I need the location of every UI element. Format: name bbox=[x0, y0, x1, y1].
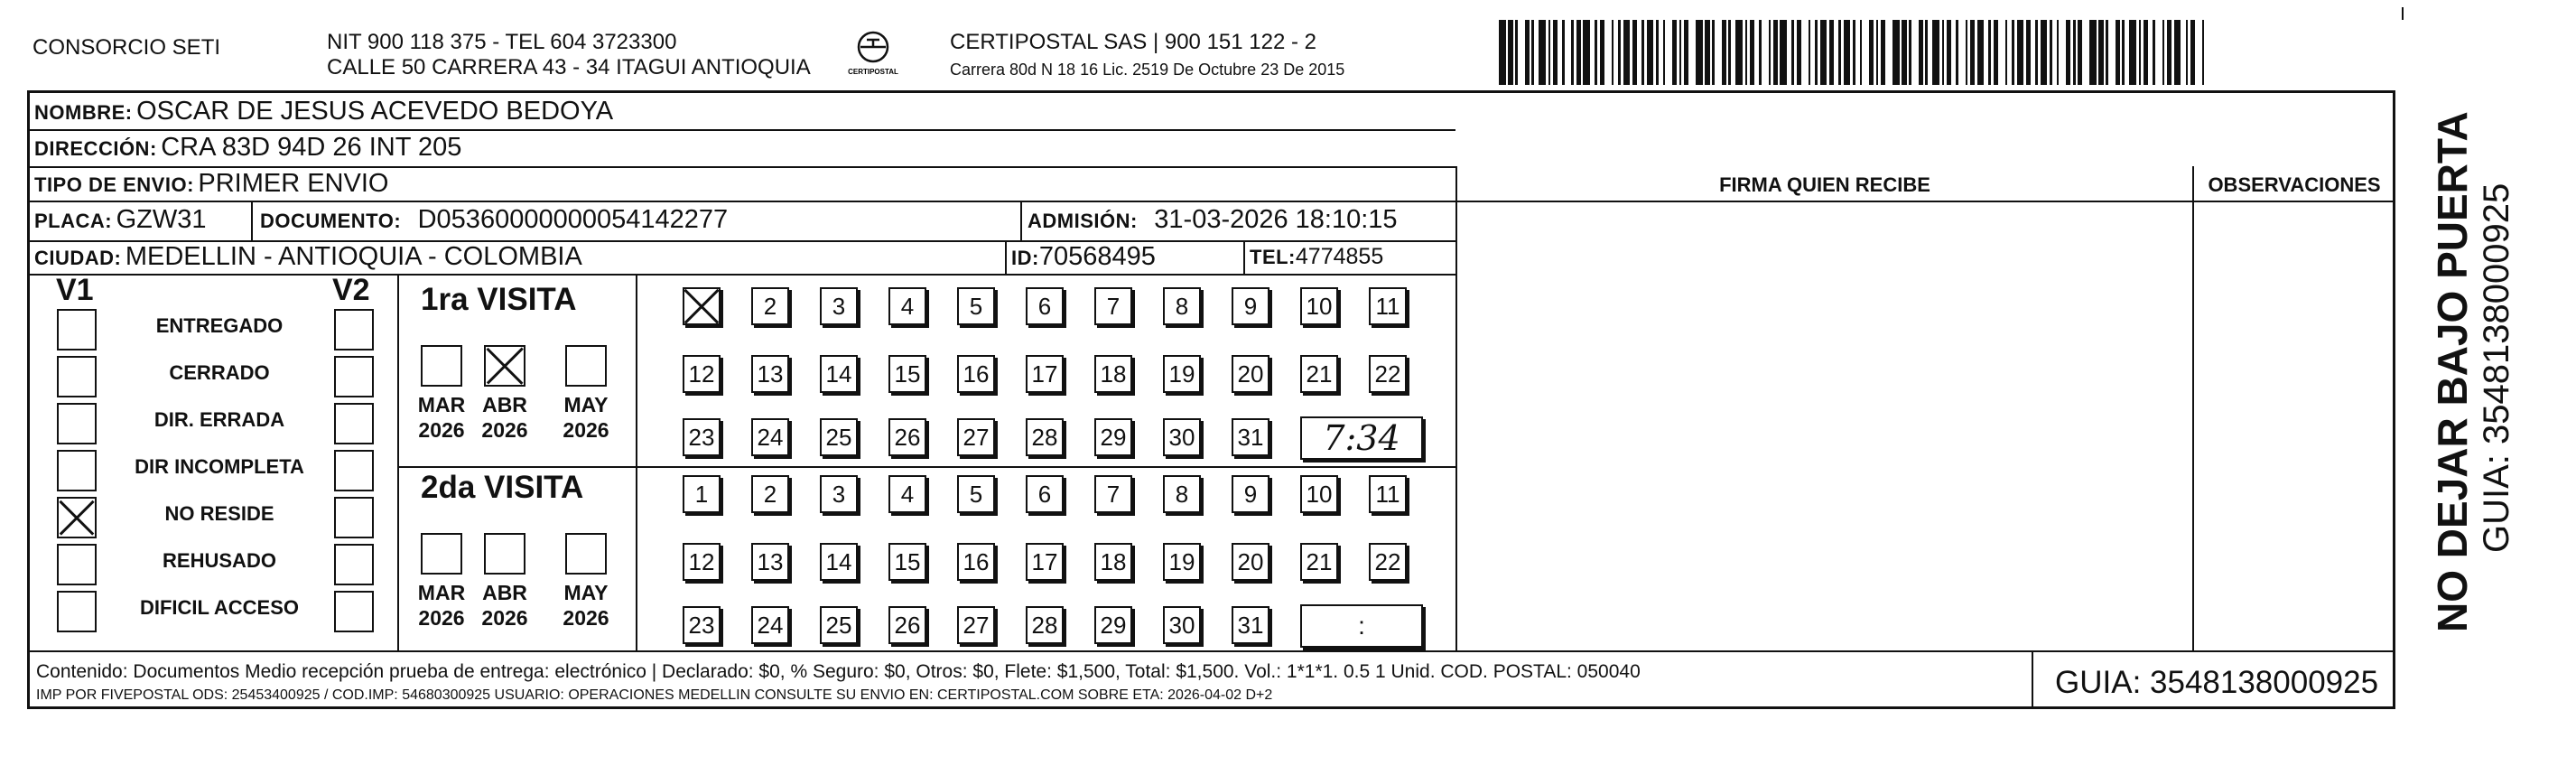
barcode-bar bbox=[1885, 20, 1892, 85]
visit-title: 1ra VISITA bbox=[421, 282, 577, 317]
barcode-bar bbox=[1780, 20, 1787, 85]
day-box[interactable]: 3 bbox=[820, 475, 858, 513]
no-dejar-bajo-puerta: NO DEJAR BAJO PUERTA bbox=[2429, 111, 2476, 632]
day-box[interactable]: 8 bbox=[1163, 287, 1201, 325]
day-box[interactable]: 7 bbox=[1094, 287, 1132, 325]
barcode-bar bbox=[1958, 20, 1966, 85]
logo-text: CERTIPOSTAL bbox=[848, 68, 898, 76]
id-label: ID: bbox=[1011, 247, 1039, 269]
day-box[interactable]: 29 bbox=[1094, 606, 1132, 644]
barcode-bar bbox=[1647, 20, 1654, 85]
divider bbox=[1005, 240, 1007, 274]
month-year: 2026 bbox=[481, 606, 528, 630]
day-box[interactable]: 19 bbox=[1163, 355, 1201, 393]
month-checkbox[interactable] bbox=[565, 533, 607, 575]
barcode-bar bbox=[2059, 20, 2066, 85]
time-box[interactable]: 7:34 bbox=[1300, 416, 1423, 460]
day-box[interactable]: 26 bbox=[888, 606, 926, 644]
certipostal-logo bbox=[848, 27, 898, 81]
day-box[interactable]: 2 bbox=[751, 287, 789, 325]
v1-checkbox[interactable] bbox=[57, 450, 97, 491]
barcode-bar bbox=[1696, 20, 1703, 85]
month-name: ABR bbox=[482, 581, 527, 604]
nombre-label: NOMBRE: bbox=[34, 101, 133, 124]
barcode-bar bbox=[1623, 20, 1631, 85]
barcode-bar bbox=[1911, 20, 1919, 85]
month-label bbox=[554, 580, 618, 631]
day-box[interactable]: 22 bbox=[1369, 355, 1407, 393]
divider bbox=[29, 650, 2395, 652]
direccion-label: DIRECCIÓN: bbox=[34, 137, 157, 160]
barcode-bar bbox=[1539, 20, 1546, 85]
barcode-bar bbox=[1892, 20, 1900, 85]
month-checkbox[interactable] bbox=[484, 345, 525, 387]
day-box[interactable]: 17 bbox=[1026, 355, 1064, 393]
divider bbox=[636, 274, 637, 650]
day-box[interactable]: 12 bbox=[683, 355, 721, 393]
nombre-row bbox=[34, 96, 613, 131]
tel-row bbox=[1250, 241, 1383, 276]
v2-header: V2 bbox=[332, 273, 370, 307]
month-year: 2026 bbox=[563, 418, 609, 442]
status-label: DIR INCOMPLETA bbox=[135, 455, 304, 478]
month-name: MAR bbox=[417, 581, 466, 604]
month-name: MAY bbox=[563, 393, 609, 416]
documento-row bbox=[260, 204, 728, 239]
barcode-bar bbox=[2082, 20, 2089, 85]
barcode-bar bbox=[2017, 20, 2024, 85]
address-line: CALLE 50 CARRERA 43 - 34 ITAGUI ANTIOQUIA bbox=[327, 55, 811, 79]
nombre-value: OSCAR DE JESUS ACEVEDO BEDOYA bbox=[136, 97, 614, 126]
day-box[interactable]: 4 bbox=[888, 475, 926, 513]
day-box[interactable]: 6 bbox=[1026, 287, 1064, 325]
day-box[interactable]: 27 bbox=[957, 606, 995, 644]
barcode-bar bbox=[1801, 20, 1809, 85]
day-box[interactable]: 24 bbox=[751, 606, 789, 644]
divider bbox=[397, 466, 1455, 468]
ciudad-value: MEDELLIN - ANTIOQUIA - COLOMBIA bbox=[125, 242, 582, 271]
barcode-bar bbox=[1499, 20, 1506, 85]
day-box[interactable]: 1 bbox=[683, 475, 721, 513]
day-box[interactable]: 19 bbox=[1163, 543, 1201, 581]
firma-header: FIRMA QUIEN RECIBE bbox=[1719, 173, 1930, 196]
barcode-bar bbox=[1932, 20, 1939, 85]
day-box[interactable]: 21 bbox=[1300, 355, 1338, 393]
v2-checkbox[interactable] bbox=[334, 591, 374, 632]
barcode-bar bbox=[1977, 20, 1985, 85]
month-label bbox=[473, 392, 536, 443]
barcode-bar bbox=[1583, 20, 1590, 85]
day-box[interactable]: 10 bbox=[1300, 475, 1338, 513]
day-box[interactable]: 2 bbox=[751, 475, 789, 513]
v2-checkbox[interactable] bbox=[334, 356, 374, 397]
day-box[interactable]: 9 bbox=[1232, 475, 1269, 513]
nit-line: NIT 900 118 375 - TEL 604 3723300 bbox=[327, 30, 677, 54]
day-box[interactable]: 14 bbox=[820, 543, 858, 581]
day-box[interactable]: 28 bbox=[1026, 418, 1064, 456]
barcode-bar bbox=[2204, 20, 2209, 85]
day-box[interactable]: 10 bbox=[1300, 287, 1338, 325]
barcode-bar bbox=[1715, 20, 1722, 85]
day-box[interactable]: 3 bbox=[820, 287, 858, 325]
barcode-bar bbox=[2129, 20, 2136, 85]
day-box[interactable]: 25 bbox=[820, 418, 858, 456]
tel-value: 4774855 bbox=[1295, 244, 1384, 269]
admision-label: ADMISIÓN: bbox=[1028, 210, 1138, 232]
barcode-bar bbox=[1688, 20, 1696, 85]
v2-checkbox[interactable] bbox=[334, 497, 374, 538]
carrier-line: CERTIPOSTAL SAS | 900 151 122 - 2 bbox=[950, 30, 1316, 54]
day-box[interactable]: 15 bbox=[888, 355, 926, 393]
barcode-bar bbox=[2041, 20, 2048, 85]
day-box[interactable]: 28 bbox=[1026, 606, 1064, 644]
status-label: DIFICIL ACCESO bbox=[139, 596, 299, 619]
month-name: MAY bbox=[563, 581, 609, 604]
divider bbox=[1455, 166, 1457, 650]
id-value: 70568495 bbox=[1038, 242, 1156, 271]
day-box[interactable] bbox=[683, 287, 721, 325]
month-checkbox[interactable] bbox=[565, 345, 607, 387]
ciudad-label: CIUDAD: bbox=[34, 247, 122, 269]
day-box[interactable]: 13 bbox=[751, 543, 789, 581]
day-box[interactable]: 20 bbox=[1232, 355, 1269, 393]
ciudad-row bbox=[34, 241, 582, 276]
v1-checkbox[interactable] bbox=[57, 497, 97, 538]
company-name: CONSORCIO SETI bbox=[33, 35, 221, 60]
footer-imp: IMP POR FIVEPOSTAL ODS: 25453400925 / COD.IMP: 54680300925 USUARIO: OPERACIONES MEDELLIN CONSULTE SU ENVIO EN: CERTIPOSTAL.COM SOBRE ETA: 2026-04-02 D+2 bbox=[36, 687, 1273, 703]
barcode-bar bbox=[2089, 20, 2097, 85]
admision-row bbox=[1028, 204, 1398, 239]
admision-value: 31-03-2026 18:10:15 bbox=[1154, 205, 1398, 234]
day-box[interactable]: 31 bbox=[1232, 606, 1269, 644]
tel-label: TEL: bbox=[1250, 246, 1296, 268]
documento-label: DOCUMENTO: bbox=[260, 210, 402, 232]
visit-title: 2da VISITA bbox=[421, 470, 584, 505]
barcode-bar bbox=[1518, 20, 1525, 85]
month-checkbox[interactable] bbox=[421, 533, 462, 575]
month-label bbox=[410, 392, 473, 443]
divider bbox=[2192, 166, 2194, 650]
barcode-bar bbox=[1735, 20, 1743, 85]
month-year: 2026 bbox=[481, 418, 528, 442]
day-box[interactable]: 11 bbox=[1369, 475, 1407, 513]
divider bbox=[1243, 240, 1245, 274]
v2-checkbox[interactable] bbox=[334, 450, 374, 491]
direccion-value: CRA 83D 94D 26 INT 205 bbox=[161, 133, 462, 162]
v2-checkbox[interactable] bbox=[334, 309, 374, 350]
day-box[interactable]: 9 bbox=[1232, 287, 1269, 325]
divider bbox=[2032, 650, 2033, 708]
day-box[interactable]: 11 bbox=[1369, 287, 1407, 325]
month-label bbox=[410, 580, 473, 631]
barcode-bar bbox=[1820, 20, 1827, 85]
placa-label: PLACA: bbox=[34, 210, 113, 232]
day-box[interactable]: 20 bbox=[1232, 543, 1269, 581]
barcode-bar bbox=[1844, 20, 1851, 85]
day-box[interactable]: 14 bbox=[820, 355, 858, 393]
divider bbox=[397, 274, 399, 650]
month-year: 2026 bbox=[563, 606, 609, 630]
status-label: REHUSADO bbox=[163, 549, 276, 572]
v2-checkbox[interactable] bbox=[334, 544, 374, 585]
month-label bbox=[554, 392, 618, 443]
day-box[interactable]: 16 bbox=[957, 355, 995, 393]
day-box[interactable]: 12 bbox=[683, 543, 721, 581]
barcode-bar bbox=[1762, 20, 1769, 85]
day-box[interactable]: 5 bbox=[957, 287, 995, 325]
day-box[interactable]: 4 bbox=[888, 287, 926, 325]
license-line: Carrera 80d N 18 16 Lic. 2519 De Octubre 23 De 2015 bbox=[950, 61, 1345, 79]
day-box[interactable]: 25 bbox=[820, 606, 858, 644]
day-box[interactable]: 30 bbox=[1163, 606, 1201, 644]
day-box[interactable]: 17 bbox=[1026, 543, 1064, 581]
day-box[interactable]: 5 bbox=[957, 475, 995, 513]
day-box[interactable]: 23 bbox=[683, 418, 721, 456]
direccion-row bbox=[34, 132, 461, 167]
day-box[interactable]: 13 bbox=[751, 355, 789, 393]
day-box[interactable]: 8 bbox=[1163, 475, 1201, 513]
status-label: ENTREGADO bbox=[155, 314, 284, 337]
time-box[interactable]: : bbox=[1300, 604, 1423, 648]
day-box[interactable]: 29 bbox=[1094, 418, 1132, 456]
day-box[interactable]: 15 bbox=[888, 543, 926, 581]
barcode-bar bbox=[1998, 20, 2005, 85]
v1-header: V1 bbox=[56, 273, 94, 307]
day-box[interactable]: 30 bbox=[1163, 418, 1201, 456]
day-box[interactable]: 24 bbox=[751, 418, 789, 456]
status-label: NO RESIDE bbox=[164, 502, 274, 525]
divider bbox=[1020, 201, 1022, 240]
day-box[interactable]: 6 bbox=[1026, 475, 1064, 513]
day-box[interactable]: 31 bbox=[1232, 418, 1269, 456]
v1-checkbox[interactable] bbox=[57, 403, 97, 444]
barcode-bar bbox=[2195, 20, 2202, 85]
day-box[interactable]: 27 bbox=[957, 418, 995, 456]
side-guia: GUIA: 3548138000925 bbox=[2477, 182, 2516, 553]
divider bbox=[251, 201, 253, 240]
footer-contenido: Contenido: Documentos Medio recepción prueba de entrega: electrónico | Declarado: $0, % Seguro: $0, Otros: $0, Flete: $1,500, Total: $1,500. Vol.: 1*1*1. 0.5 1 Unid. COD. POSTAL: 050040 bbox=[36, 661, 1641, 682]
barcode-bar bbox=[2108, 20, 2116, 85]
barcode bbox=[1499, 20, 2212, 85]
placa-row bbox=[34, 204, 206, 239]
v1-checkbox[interactable] bbox=[57, 591, 97, 632]
day-box[interactable]: 16 bbox=[957, 543, 995, 581]
documento-value: D05360000000054142277 bbox=[417, 205, 729, 234]
placa-value: GZW31 bbox=[116, 205, 207, 234]
observaciones-header: OBSERVACIONES bbox=[2208, 173, 2381, 196]
month-year: 2026 bbox=[418, 606, 465, 630]
month-checkbox[interactable] bbox=[421, 345, 462, 387]
day-box[interactable]: 23 bbox=[683, 606, 721, 644]
day-box[interactable]: 21 bbox=[1300, 543, 1338, 581]
month-label bbox=[473, 580, 536, 631]
v1-checkbox[interactable] bbox=[57, 309, 97, 350]
day-box[interactable]: 18 bbox=[1094, 355, 1132, 393]
barcode-bar bbox=[2174, 20, 2181, 85]
tipo-label: TIPO DE ENVIO: bbox=[34, 173, 194, 196]
day-box[interactable]: 22 bbox=[1369, 543, 1407, 581]
barcode-bar bbox=[1604, 20, 1612, 85]
id-row bbox=[1011, 241, 1156, 276]
day-box[interactable]: 26 bbox=[888, 418, 926, 456]
barcode-bar bbox=[1665, 20, 1672, 85]
status-label: DIR. ERRADA bbox=[153, 408, 285, 431]
day-box[interactable]: 18 bbox=[1094, 543, 1132, 581]
certipostal-logo-icon bbox=[848, 27, 898, 81]
v1-checkbox[interactable] bbox=[57, 544, 97, 585]
month-name: MAR bbox=[417, 393, 466, 416]
status-label: CERRADO bbox=[169, 361, 270, 384]
tipo-value: PRIMER ENVIO bbox=[198, 169, 389, 198]
edge-mark bbox=[2402, 7, 2404, 20]
day-box[interactable]: 7 bbox=[1094, 475, 1132, 513]
month-name: ABR bbox=[482, 393, 527, 416]
v2-checkbox[interactable] bbox=[334, 403, 374, 444]
barcode-bar bbox=[1565, 20, 1572, 85]
v1-checkbox[interactable] bbox=[57, 356, 97, 397]
month-checkbox[interactable] bbox=[484, 533, 525, 575]
month-year: 2026 bbox=[418, 418, 465, 442]
barcode-bar bbox=[1862, 20, 1869, 85]
footer-guia: GUIA: 3548138000925 bbox=[2055, 665, 2379, 700]
barcode-bar bbox=[2155, 20, 2162, 85]
tipo-row bbox=[34, 168, 388, 203]
